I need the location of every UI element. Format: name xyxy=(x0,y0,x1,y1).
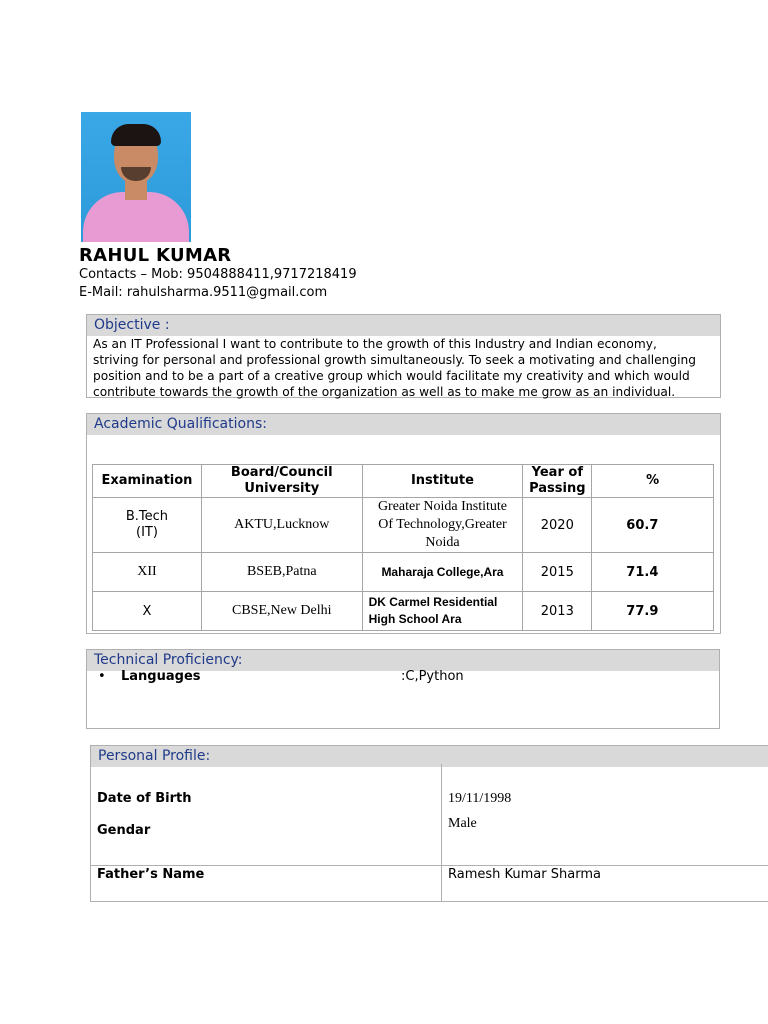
father-name-value: Ramesh Kumar Sharma xyxy=(448,867,601,882)
year-cell: 2020 xyxy=(523,498,592,553)
dob-value: 19/11/1998 xyxy=(448,791,512,806)
dob-label: Date of Birth xyxy=(97,791,192,806)
board-cell: BSEB,Patna xyxy=(201,553,362,592)
contact-numbers: Contacts – Mob: 9504888411,9717218419 xyxy=(79,267,357,282)
board-cell: CBSE,New Delhi xyxy=(201,592,362,631)
objective-line: contribute towards the growth of the organization as well as to make me grow as an individual. xyxy=(93,385,676,399)
year-cell: 2013 xyxy=(523,592,592,631)
table-row xyxy=(93,553,714,592)
candidate-name: RAHUL KUMAR xyxy=(79,245,232,266)
exam-cell: B.Tech (IT) xyxy=(93,498,202,553)
exam-cell: XII xyxy=(93,553,202,592)
table-row xyxy=(93,592,714,631)
board-cell: AKTU,Lucknow xyxy=(201,498,362,553)
profile-photo xyxy=(81,112,191,242)
percent-cell: 60.7 xyxy=(592,498,714,553)
percent-cell: 71.4 xyxy=(592,553,714,592)
column-divider xyxy=(441,764,442,902)
percent-cell: 77.9 xyxy=(592,592,714,631)
objective-heading: Objective : xyxy=(87,315,720,336)
personal-heading: Personal Profile: xyxy=(91,746,768,767)
col-examination: Examination xyxy=(93,465,202,498)
year-cell: 2015 xyxy=(523,553,592,592)
objective-section xyxy=(86,314,721,398)
objective-text xyxy=(87,336,720,400)
table-header-row xyxy=(93,465,714,498)
col-institute: Institute xyxy=(362,465,523,498)
institute-cell: DK Carmel Residential High School Ara xyxy=(362,592,523,631)
gender-label: Gendar xyxy=(97,823,151,838)
objective-line: position and to be a part of a creative group which would facilitate my creativity and which would xyxy=(93,369,690,383)
col-board: Board/Council University xyxy=(201,465,362,498)
academic-table xyxy=(92,464,714,631)
exam-cell: X xyxy=(93,592,202,631)
table-row xyxy=(93,498,714,553)
objective-line: As an IT Professional I want to contribute to the growth of this Industry and Indian economy, xyxy=(93,337,657,351)
bullet-icon: • xyxy=(98,669,106,684)
father-name-label: Father’s Name xyxy=(97,867,205,882)
institute-cell: Greater Noida Institute Of Technology,Greater Noida xyxy=(362,498,523,553)
languages-label: Languages xyxy=(121,669,201,684)
academic-heading: Academic Qualifications: xyxy=(87,414,720,435)
gender-value: Male xyxy=(448,816,477,831)
institute-cell: Maharaja College,Ara xyxy=(362,553,523,592)
row-divider xyxy=(90,865,768,866)
languages-value: :C,Python xyxy=(401,669,464,684)
email-address: E-Mail: rahulsharma.9511@gmail.com xyxy=(79,285,328,300)
col-percent: % xyxy=(592,465,714,498)
technical-heading: Technical Proficiency: xyxy=(87,650,719,671)
technical-section xyxy=(86,649,720,729)
col-year: Year of Passing xyxy=(523,465,592,498)
objective-line: striving for personal and professional growth simultaneously. To seek a motivating and challenging xyxy=(93,353,696,367)
